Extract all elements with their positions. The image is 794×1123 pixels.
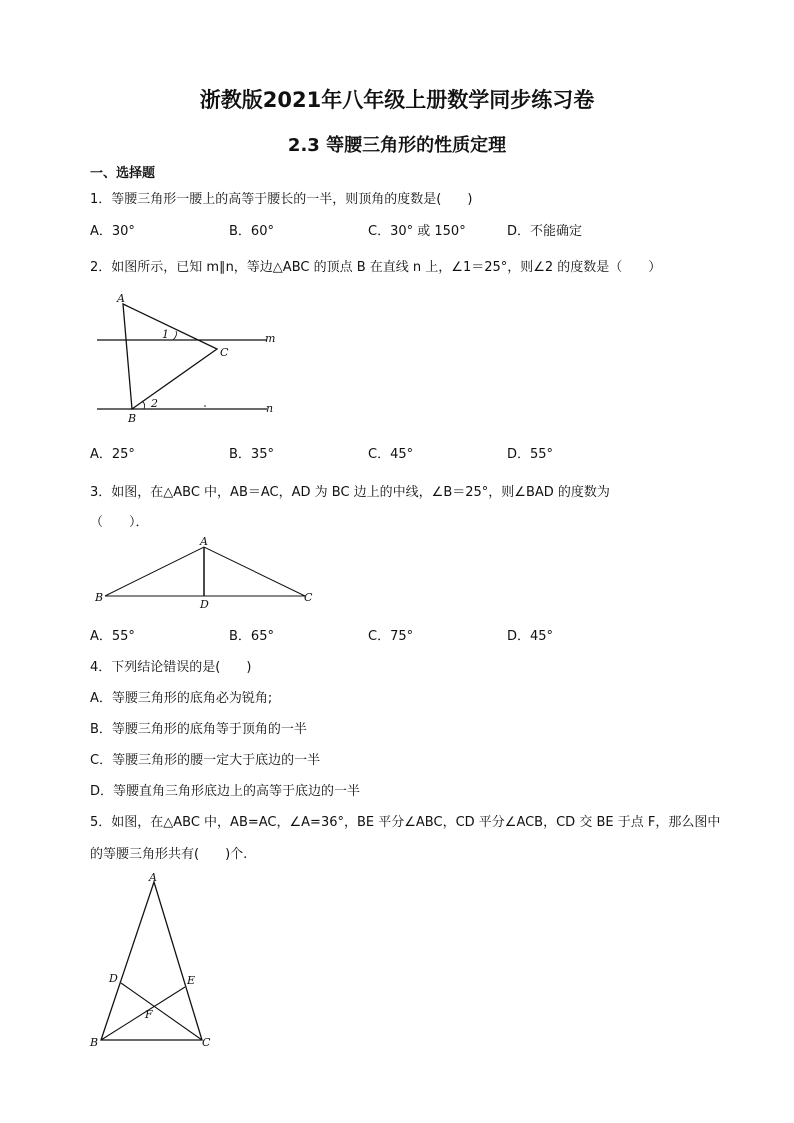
label-a: A <box>200 535 208 548</box>
label-c: C <box>202 1036 211 1049</box>
question-1-option-a: A．30° <box>90 224 135 239</box>
section-heading: 一、选择题 <box>90 166 156 181</box>
question-1-text: 1．等腰三角形一腰上的高等于腰长的一半，则顶角的度数是( ) <box>90 192 473 207</box>
question-1-option-c: C．30° 或 150° <box>368 224 466 239</box>
label-m: m <box>265 332 276 345</box>
question-2-option-b: B．35° <box>229 447 274 462</box>
question-2-option-c: C．45° <box>368 447 414 462</box>
question-3-option-a: A．55° <box>90 629 135 644</box>
question-4-option-d: D．等腰直角三角形底边上的高等于底边的一半 <box>90 784 361 799</box>
question-3-figure <box>90 535 320 615</box>
label-f: F <box>145 1008 153 1021</box>
label-angle-1: 1 <box>162 328 169 341</box>
question-2-text: 2．如图所示，已知 m∥n，等边△ABC 的顶点 B 在直线 n 上，∠1＝25°，则∠2 的度数是（ ） <box>90 260 662 275</box>
question-5-figure <box>85 868 225 1053</box>
question-3-option-c: C．75° <box>368 629 414 644</box>
label-c: C <box>304 591 313 604</box>
page-title: 浙教版2021年八年级上册数学同步练习卷 <box>199 88 595 112</box>
question-3-text: 3．如图，在△ABC 中，AB＝AC，AD 为 BC 边上的中线，∠B＝25°，则∠BAD 的度数为 <box>90 485 610 500</box>
question-2-option-d: D．55° <box>507 447 554 462</box>
label-n: n <box>266 402 274 415</box>
question-3-option-b: B．65° <box>229 629 274 644</box>
question-1-option-d: D．不能确定 <box>507 224 583 239</box>
question-2-option-a: A．25° <box>90 447 135 462</box>
label-b: B <box>90 1036 99 1049</box>
label-b: B <box>95 591 104 604</box>
label-d: D <box>109 972 118 985</box>
question-1-option-b: B．60° <box>229 224 274 239</box>
triangle-abc <box>105 547 305 596</box>
label-a: A <box>149 871 157 884</box>
question-2-figure <box>90 290 290 430</box>
angle-1-arc <box>173 331 177 340</box>
bisector-cd <box>121 983 202 1040</box>
label-a: A <box>117 292 125 305</box>
question-5-text: 5．如图，在△ABC 中，AB=AC，∠A=36°，BE 平分∠ABC，CD 平分∠ACB，CD 交 BE 于点 F，那么图中 <box>90 815 721 830</box>
triangle-abc <box>123 304 217 409</box>
label-angle-2: 2 <box>151 397 158 410</box>
question-4-option-a: A．等腰三角形的底角必为锐角; <box>90 691 273 706</box>
label-e: E <box>187 974 196 987</box>
stray-dot <box>204 405 206 407</box>
page-subtitle: 2.3 等腰三角形的性质定理 <box>287 135 507 156</box>
question-4-option-b: B．等腰三角形的底角等于顶角的一半 <box>90 722 307 737</box>
question-4-text: 4．下列结论错误的是( ) <box>90 660 252 675</box>
question-5-text-cont: 的等腰三角形共有( )个. <box>90 847 248 862</box>
question-3-option-d: D．45° <box>507 629 554 644</box>
question-4-option-c: C．等腰三角形的腰一定大于底边的一半 <box>90 753 321 768</box>
label-c: C <box>220 346 229 359</box>
label-d: D <box>200 598 209 611</box>
label-b: B <box>128 412 137 425</box>
bisector-be <box>101 987 185 1040</box>
question-3-text-cont: （ ）． <box>90 515 149 530</box>
